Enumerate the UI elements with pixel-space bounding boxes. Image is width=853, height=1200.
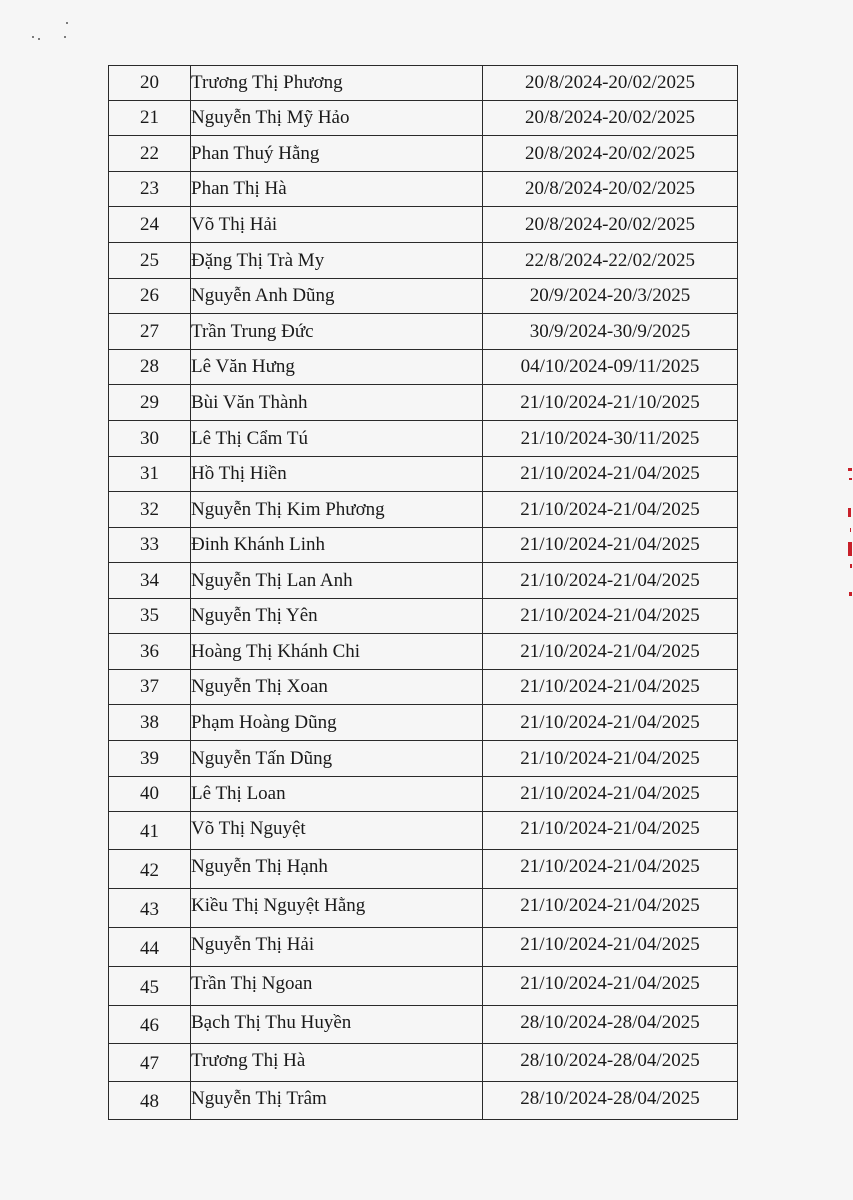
table-row	[109, 243, 738, 279]
row-number: 45	[109, 967, 191, 1006]
table-row	[109, 279, 738, 314]
table-row	[109, 599, 738, 634]
contract-period: 21/10/2024-21/04/2025	[483, 457, 738, 492]
employee-name: Đặng Thị Trà My	[191, 243, 483, 279]
contract-period: 20/8/2024-20/02/2025	[483, 136, 738, 172]
contract-period: 21/10/2024-21/04/2025	[483, 599, 738, 634]
row-number: 48	[109, 1082, 191, 1120]
employee-name: Lê Văn Hưng	[191, 350, 483, 385]
employee-name: Nguyễn Thị Hạnh	[191, 850, 483, 889]
contract-period: 20/8/2024-20/02/2025	[483, 101, 738, 136]
employee-name: Nguyễn Thị Xoan	[191, 670, 483, 705]
scan-specks	[30, 22, 80, 52]
row-number: 22	[109, 136, 191, 172]
employee-name: Nguyễn Anh Dũng	[191, 279, 483, 314]
row-number: 32	[109, 492, 191, 528]
table-row	[109, 207, 738, 243]
table-row	[109, 850, 738, 889]
row-number: 34	[109, 563, 191, 599]
contract-period: 21/10/2024-21/04/2025	[483, 777, 738, 812]
table-row	[109, 314, 738, 350]
table-row	[109, 136, 738, 172]
table-row	[109, 563, 738, 599]
table-row	[109, 967, 738, 1006]
row-number: 40	[109, 777, 191, 812]
row-number: 26	[109, 279, 191, 314]
employee-name: Bạch Thị Thu Huyền	[191, 1006, 483, 1044]
table-row	[109, 812, 738, 850]
employee-name: Hoàng Thị Khánh Chi	[191, 634, 483, 670]
employee-name: Đinh Khánh Linh	[191, 528, 483, 563]
contract-period: 20/9/2024-20/3/2025	[483, 279, 738, 314]
row-number: 38	[109, 705, 191, 741]
table-row	[109, 889, 738, 928]
employee-name: Võ Thị Nguyệt	[191, 812, 483, 850]
employee-name: Hồ Thị Hiền	[191, 457, 483, 492]
employee-name: Võ Thị Hải	[191, 207, 483, 243]
row-number: 20	[109, 66, 191, 101]
contract-period: 21/10/2024-21/04/2025	[483, 889, 738, 928]
contract-period: 28/10/2024-28/04/2025	[483, 1006, 738, 1044]
employee-name: Bùi Văn Thành	[191, 385, 483, 421]
contract-period: 22/8/2024-22/02/2025	[483, 243, 738, 279]
employee-name: Phan Thuý Hằng	[191, 136, 483, 172]
row-number: 43	[109, 889, 191, 928]
contract-period: 21/10/2024-21/04/2025	[483, 563, 738, 599]
row-number: 30	[109, 421, 191, 457]
table-row	[109, 741, 738, 777]
contract-period: 21/10/2024-21/04/2025	[483, 741, 738, 777]
employee-name: Lê Thị Loan	[191, 777, 483, 812]
contract-period: 21/10/2024-30/11/2025	[483, 421, 738, 457]
table-row	[109, 670, 738, 705]
row-number: 24	[109, 207, 191, 243]
contract-period: 20/8/2024-20/02/2025	[483, 207, 738, 243]
contract-period: 20/8/2024-20/02/2025	[483, 66, 738, 101]
employee-name: Nguyễn Thị Hải	[191, 928, 483, 967]
table-row	[109, 421, 738, 457]
employee-name: Phạm Hoàng Dũng	[191, 705, 483, 741]
table-row	[109, 350, 738, 385]
contract-period: 28/10/2024-28/04/2025	[483, 1044, 738, 1082]
employee-name: Trương Thị Hà	[191, 1044, 483, 1082]
contract-period: 21/10/2024-21/04/2025	[483, 528, 738, 563]
row-number: 36	[109, 634, 191, 670]
contract-period: 21/10/2024-21/04/2025	[483, 670, 738, 705]
table-row	[109, 457, 738, 492]
table-row	[109, 528, 738, 563]
row-number: 35	[109, 599, 191, 634]
row-number: 39	[109, 741, 191, 777]
contract-period: 28/10/2024-28/04/2025	[483, 1082, 738, 1120]
contract-period: 04/10/2024-09/11/2025	[483, 350, 738, 385]
employee-name: Trương Thị Phương	[191, 66, 483, 101]
contract-period: 21/10/2024-21/04/2025	[483, 967, 738, 1006]
employee-name: Nguyễn Thị Lan Anh	[191, 563, 483, 599]
table-row	[109, 1082, 738, 1120]
table-row	[109, 66, 738, 101]
table-row	[109, 928, 738, 967]
contract-period: 21/10/2024-21/04/2025	[483, 634, 738, 670]
stamp-fragment	[842, 468, 853, 598]
employee-name: Kiều Thị Nguyệt Hằng	[191, 889, 483, 928]
row-number: 23	[109, 172, 191, 207]
employee-name: Phan Thị Hà	[191, 172, 483, 207]
contract-period: 21/10/2024-21/04/2025	[483, 850, 738, 889]
employee-roster-table	[108, 65, 738, 1120]
employee-name: Trần Thị Ngoan	[191, 967, 483, 1006]
row-number: 47	[109, 1044, 191, 1082]
roster-table-body	[109, 66, 738, 1120]
table-row	[109, 101, 738, 136]
table-row	[109, 1044, 738, 1082]
table-row	[109, 385, 738, 421]
row-number: 44	[109, 928, 191, 967]
employee-name: Trần Trung Đức	[191, 314, 483, 350]
row-number: 27	[109, 314, 191, 350]
row-number: 31	[109, 457, 191, 492]
row-number: 41	[109, 812, 191, 850]
contract-period: 21/10/2024-21/04/2025	[483, 492, 738, 528]
row-number: 29	[109, 385, 191, 421]
row-number: 37	[109, 670, 191, 705]
employee-name: Nguyễn Thị Yên	[191, 599, 483, 634]
table-row	[109, 777, 738, 812]
row-number: 33	[109, 528, 191, 563]
row-number: 21	[109, 101, 191, 136]
table-row	[109, 172, 738, 207]
employee-name: Nguyễn Thị Mỹ Hảo	[191, 101, 483, 136]
row-number: 25	[109, 243, 191, 279]
row-number: 28	[109, 350, 191, 385]
employee-name: Lê Thị Cẩm Tú	[191, 421, 483, 457]
contract-period: 21/10/2024-21/10/2025	[483, 385, 738, 421]
contract-period: 30/9/2024-30/9/2025	[483, 314, 738, 350]
table-row	[109, 1006, 738, 1044]
contract-period: 20/8/2024-20/02/2025	[483, 172, 738, 207]
row-number: 42	[109, 850, 191, 889]
contract-period: 21/10/2024-21/04/2025	[483, 705, 738, 741]
table-row	[109, 492, 738, 528]
contract-period: 21/10/2024-21/04/2025	[483, 812, 738, 850]
employee-name: Nguyễn Tấn Dũng	[191, 741, 483, 777]
contract-period: 21/10/2024-21/04/2025	[483, 928, 738, 967]
row-number: 46	[109, 1006, 191, 1044]
table-row	[109, 705, 738, 741]
employee-name: Nguyễn Thị Trâm	[191, 1082, 483, 1120]
employee-name: Nguyễn Thị Kim Phương	[191, 492, 483, 528]
table-row	[109, 634, 738, 670]
